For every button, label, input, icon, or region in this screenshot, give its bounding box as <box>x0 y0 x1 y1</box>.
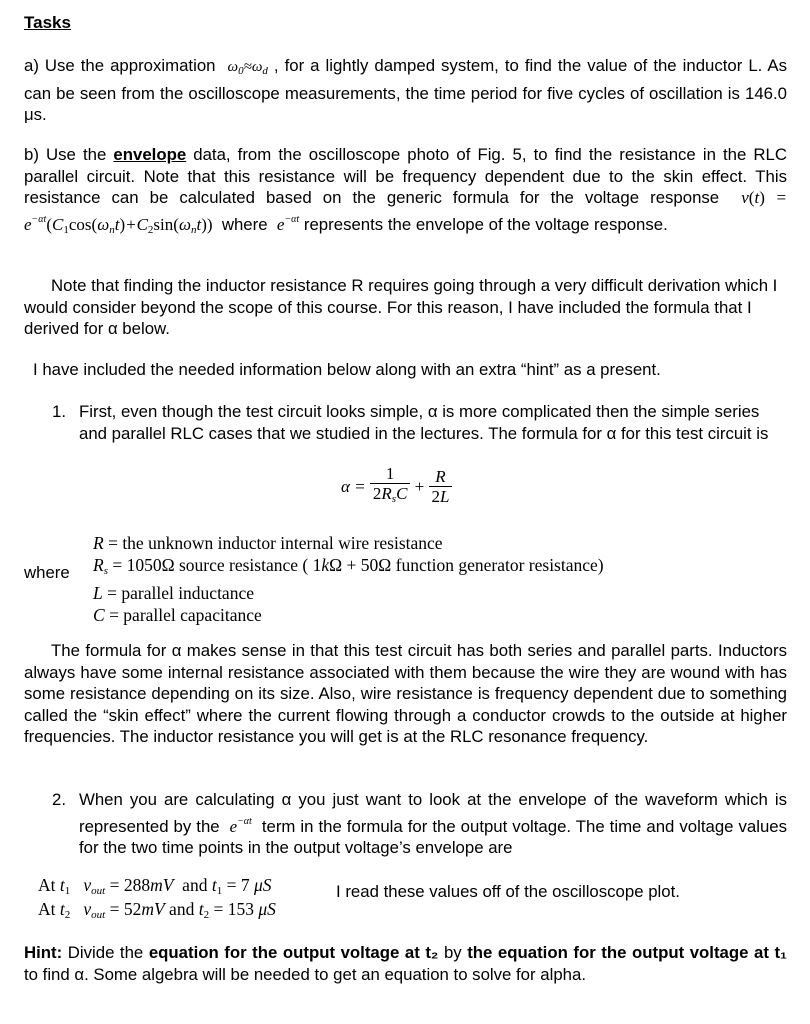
part-b-text-3: where <box>221 214 268 234</box>
part-b-label: b) <box>24 145 39 164</box>
voltage-response-formula: $v(t) = e^{-\alpha t}(C_1\cos(\omega_nt)+C_2\sin(\omega_nt))$ <box>24 188 787 236</box>
envelope-word: envelope <box>113 145 187 164</box>
page-title: Tasks <box>24 13 71 32</box>
part-a-text-2: , for a lightly damped system, to find the value of the inductor L. As can be seen from the oscilloscope measurements, the time period for five cycles of oscillation is 146.0 μs. <box>24 56 787 124</box>
definition-c: C = parallel capacitance <box>93 605 262 625</box>
formula-paragraph: The formula for α makes sense in that this test circuit has both series and parallel parts. Inductors always have some internal resistance associated with them because the wire they are wound with has some resistance depending on its size. Also, wire resistance is frequency dependent due to something called the “skin effect” where the current flowing through a conductor crowds to the outside at higher frequencies. The inductor resistance you will get is at the RLC resonance frequency. <box>24 641 787 746</box>
part-b-text-4: represents the envelope of the voltage response. <box>303 214 668 234</box>
definition-rs: $R_s = 1050\Omega$ source resistance ( 1kΩ + 50Ω function generator resistance) <box>93 555 604 577</box>
part-b-paragraph <box>24 144 787 241</box>
read-note: I read these values off of the oscilloscope plot. <box>336 882 680 901</box>
item-2-number: 2. <box>52 790 66 809</box>
time-point-2: At $t_2$ $v_{out} = 52mV$ and $t_2 = 153$ μS <box>38 899 276 921</box>
hint-label: Hint: <box>24 943 63 962</box>
item-1-number: 1. <box>52 402 66 421</box>
part-b-text-2: data, from the oscilloscope photo of Fig. 5, to find the resistance in the RLC parallel circuit. Note that this resistance will be frequency dependent due to the skin effect. This resistance can be calculated based on the generic formula for the voltage response <box>24 145 787 207</box>
part-a-label: a) <box>24 56 39 75</box>
where-label: where <box>24 563 70 582</box>
item-2-text: When you are calculating α you just want to look at the envelope of the waveform which is represented by the $e^{-\alpha t}$ term in the formula for the output voltage. The time and voltage values for the two time points in the output voltage’s envelope are <box>79 790 788 857</box>
time-point-1: At $t_1$ $v_{out} = 288mV$ and $t_1 = 7$ μS <box>38 875 272 897</box>
part-a-paragraph <box>24 55 787 126</box>
note-paragraph: Note that finding the inductor resistance R requires going through a very difficult derivation which I would consider beyond the scope of this course. For this reason, I have included the formula that I derived for α below. <box>24 276 778 338</box>
alpha-formula: α = $\frac{1}{2R_sC}$ + $\frac{R}{2L}$ <box>341 464 452 509</box>
envelope-term-2: $e^{-\alpha t}$ <box>229 815 252 836</box>
part-a-text-1: Use the approximation <box>44 56 216 75</box>
part-b-text-1: Use the <box>46 145 107 164</box>
hint-paragraph: Hint: Divide the equation for the output voltage at t₂ by the equation for the output voltage at t₁ to find α. Some algebra will be needed to get an equation to solve for alpha. <box>24 943 787 984</box>
definitions-list <box>93 532 604 626</box>
item-1-text: First, even though the test circuit looks simple, α is more complicated then the simple series and parallel RLC cases that we studied in the lectures. The formula for α for this test circuit is <box>79 402 769 443</box>
definition-l: L = parallel inductance <box>93 583 254 603</box>
definition-r: R = the unknown inductor internal wire resistance <box>93 533 443 553</box>
included-paragraph: I have included the needed information below along with an extra “hint” as a present. <box>33 360 661 379</box>
omega-approx-formula: $\omega_0\approx\omega_d$ <box>227 59 268 77</box>
envelope-term: $e^{-\alpha t}$ <box>276 213 300 234</box>
